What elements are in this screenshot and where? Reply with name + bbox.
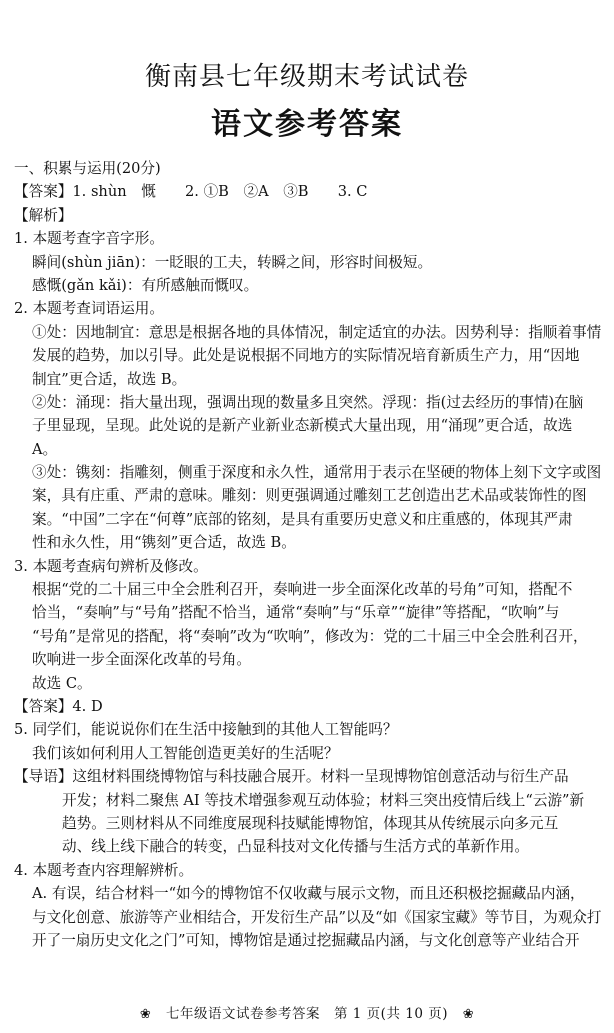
text-line: 【答案】1. shùn 慨 2. ①B ②A ③B 3. C: [14, 183, 368, 201]
document-title: 衡南县七年级期末考试试卷: [144, 62, 469, 92]
text-line: 案。“中国”二字在“何尊”底部的铭刻，是具有重要历史意义和庄重感的，体现其严肃: [32, 510, 573, 528]
footer-left-ornament: ❀: [139, 1007, 152, 1022]
text-line: 【答案】4. D: [14, 697, 103, 715]
text-line: 故选 C。: [32, 674, 92, 692]
text-line: 5. 同学们，能说说你们在生活中接触到的其他人工智能吗？: [14, 721, 398, 739]
text-line: 3. 本题考查病句辨析及修改。: [14, 557, 208, 575]
text-line: 趋势。三则材料从不同维度展现科技赋能博物馆，体现其从传统展示向多元互: [62, 814, 559, 832]
text-line: A. 有误，结合材料一“如今的博物馆不仅收藏与展示文物，而且还积极挖掘藏品内涵，: [32, 885, 585, 903]
text-line: 瞬间(shùn jiān)：一眨眼的工夫，转瞬之间，形容时间极短。: [32, 253, 433, 271]
text-line: 发展的趋势，加以引导。此处是说根据不同地方的实际情况培育新质生产力，用“因地: [32, 347, 580, 365]
text-line: ②处：涌现：指大量出现，强调出现的数量多且突然。浮现：指(过去经历的事情)在脑: [32, 393, 584, 411]
footer-page-info: 七年级语文试卷参考答案 第 1 页(共 10 页): [166, 1006, 448, 1022]
text-line: 吹响进一步全面深化改革的号角。: [32, 651, 251, 669]
footer-right-ornament: ❀: [462, 1007, 475, 1022]
text-line: 案，具有庄重、严肃的意味。雕刻：则更强调通过雕刻工艺创造出艺术品或装饰性的图: [32, 487, 587, 505]
text-line: 1. 本题考查字音字形。: [14, 230, 164, 248]
text-line: 【解析】: [14, 206, 73, 224]
text-line: 根据“党的二十届三中全会胜利召开，奏响进一步全面深化改革的号角”可知，搭配不: [32, 581, 573, 599]
text-line: A。: [32, 440, 58, 458]
text-line: ①处：因地制宜：意思是根据各地的具体情况，制定适宜的办法。因势利导：指顺着事情: [32, 323, 602, 341]
text-line: 性和永久性，用“镌刻”更合适，故选 B。: [32, 534, 296, 552]
text-line: 一、积累与运用(20分): [14, 160, 161, 177]
document-subtitle: 语文参考答案: [211, 107, 403, 142]
page-footer: [0, 1004, 614, 1025]
text-line: ③处：镌刻：指雕刻，侧重于深度和永久性，通常用于表示在坚硬的物体上刻下文字或图: [32, 464, 602, 482]
text-line: “号角”是常见的搭配，将“奏响”改为“吹响”，修改为：党的二十届三中全会胜利召开，: [32, 627, 588, 645]
text-line: 2. 本题考查词语运用。: [14, 300, 164, 318]
text-line: 4. 本题考查内容理解辨析。: [14, 861, 194, 879]
text-line: 与文化创意、旅游等产业相结合，开发衍生产品”以及“如《国家宝藏》等节目，为观众打: [32, 908, 602, 926]
text-line: 开发；材料二聚焦 AI 等技术增强参观互动体验；材料三突出疫情后线上“云游”新: [62, 791, 585, 809]
text-line: 恰当，“奏响”与“号角”搭配不恰当，通常“奏响”与“乐章”“旋律”等搭配，“吹响”与: [32, 604, 560, 622]
text-line: 感慨(gǎn kǎi)：有所感触而慨叹。: [32, 276, 259, 294]
text-line: 制宜”更合适，故选 B。: [32, 370, 187, 388]
text-line: 我们该如何利用人工智能创造更美好的生活呢？: [32, 744, 339, 762]
answer-content: [14, 157, 606, 952]
text-line: 动、线上线下融合的转变，凸显科技对文化传播与生活方式的革新作用。: [62, 838, 530, 856]
text-line: 开了一扇历史文化之门”可知，博物馆是通过挖掘藏品内涵，与文化创意等产业结合开: [32, 931, 580, 949]
text-line: 【导语】这组材料围绕博物馆与科技融合展开。材料一呈现博物馆创意活动与衍生产品: [14, 768, 569, 786]
text-line: 子里显现，呈现。此处说的是新产业新业态新模式大量出现，用“涌现”更合适，故选: [32, 417, 573, 435]
